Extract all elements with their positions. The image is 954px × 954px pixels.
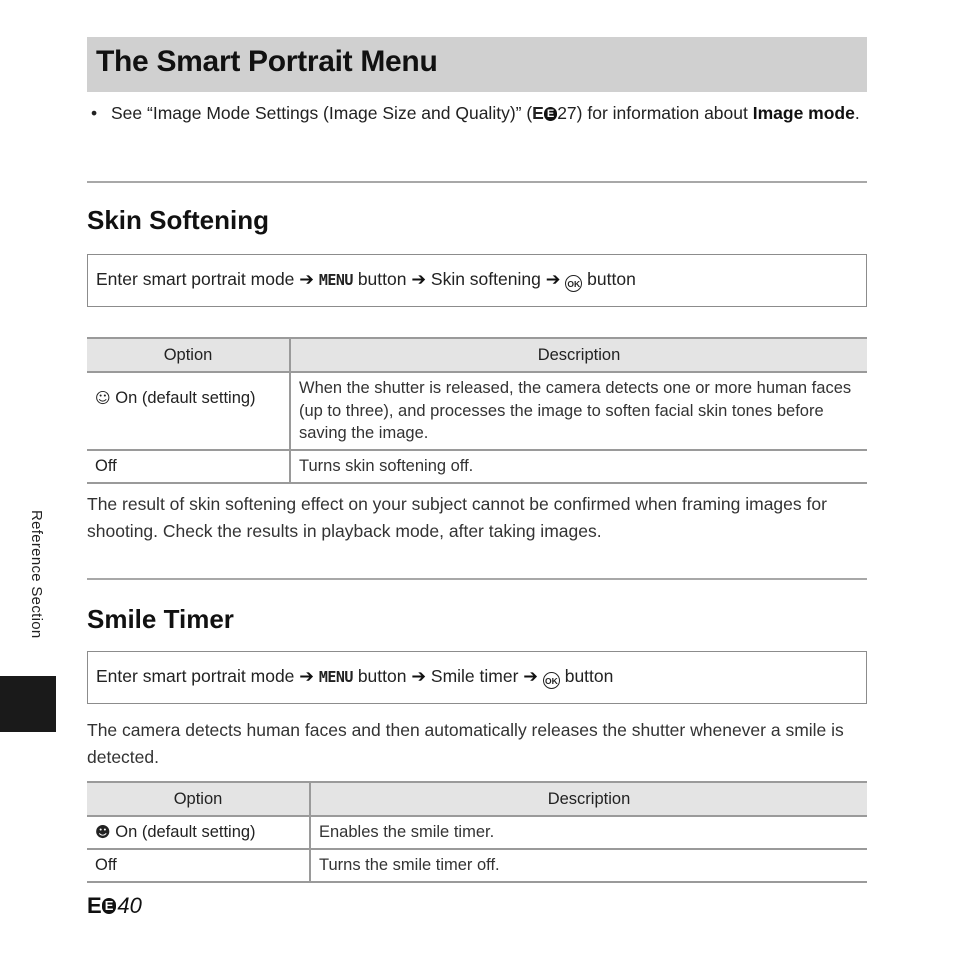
option-label: Off xyxy=(95,856,117,874)
skin-softening-heading: Skin Softening xyxy=(87,205,269,235)
ref-prefix: E xyxy=(532,103,544,123)
skin-softening-path-box xyxy=(87,254,867,307)
table-row xyxy=(87,816,867,849)
side-section-label: Reference Section xyxy=(28,510,45,639)
page-number-value: 40 xyxy=(117,893,142,918)
description-cell: When the shutter is released, the camera detects one or more human faces (up to three), and processes the image to soften facial skin tones before saving the image. xyxy=(290,372,867,450)
option-label: On (default setting) xyxy=(115,389,256,407)
table-row xyxy=(87,450,867,483)
header-description: Description xyxy=(290,338,867,372)
page-title: The Smart Portrait Menu xyxy=(96,45,438,78)
option-cell xyxy=(87,816,310,849)
path-step-button: button xyxy=(357,269,407,289)
smile-timer-table xyxy=(87,781,867,883)
smile-timer-heading: Smile Timer xyxy=(87,604,234,634)
intro-text xyxy=(111,101,867,125)
option-cell xyxy=(87,450,290,483)
table-header-row xyxy=(87,338,867,372)
path-step-button: button xyxy=(357,666,407,686)
path-step-mode: Enter smart portrait mode xyxy=(96,666,295,686)
path-step-mode: Enter smart portrait mode xyxy=(96,269,295,289)
skin-softening-note: The result of skin softening effect on your subject cannot be confirmed when framing images for shooting. Check the results in playback mode, after taking images. xyxy=(87,494,827,541)
path-step-button: button xyxy=(587,269,636,289)
page-prefix: E xyxy=(87,893,102,918)
arrow-icon: ➔ xyxy=(411,269,427,289)
intro-bold-term: Image mode xyxy=(752,103,855,123)
table-row xyxy=(87,372,867,450)
table-header-row xyxy=(87,782,867,816)
path-step-item: Smile timer xyxy=(430,666,519,686)
description-cell: Turns skin softening off. xyxy=(290,450,867,483)
arrow-icon: ➔ xyxy=(545,269,561,289)
smile-timer-description: The camera detects human faces and then automatically releases the shutter whenever a smile is detected. xyxy=(87,720,844,767)
intro-text-after: ) for information about xyxy=(576,103,753,123)
side-section-tab xyxy=(0,676,56,732)
arrow-icon: ➔ xyxy=(299,269,314,289)
ok-button-icon: OK xyxy=(565,275,582,292)
option-cell xyxy=(87,849,310,882)
section-divider xyxy=(87,181,867,183)
path-step-item: Skin softening xyxy=(430,269,541,289)
intro-text-end: . xyxy=(854,103,860,123)
intro-ref-link[interactable]: 27 xyxy=(557,103,577,123)
page-number xyxy=(87,893,142,919)
option-cell xyxy=(87,372,290,450)
section-divider xyxy=(87,578,867,580)
menu-button-icon: MENU xyxy=(318,271,353,289)
header-description: Description xyxy=(310,782,867,816)
option-label: On (default setting) xyxy=(115,823,256,841)
smile-timer-path xyxy=(96,666,613,689)
description-cell: Turns the smile timer off. xyxy=(310,849,867,882)
arrow-icon: ➔ xyxy=(299,666,314,686)
table-row xyxy=(87,849,867,882)
skin-softening-table xyxy=(87,337,867,484)
ok-button-icon: OK xyxy=(543,672,560,689)
page-badge-icon: E xyxy=(102,898,117,914)
path-step-button: button xyxy=(564,666,614,686)
arrow-icon: ➔ xyxy=(523,666,538,686)
skin-softening-path xyxy=(96,269,636,292)
smile-timer-icon: ☻ xyxy=(95,823,111,841)
menu-button-icon: MENU xyxy=(318,668,353,686)
intro-text-before: See “Image Mode Settings (Image Size and Quality)” ( xyxy=(111,103,533,123)
header-option: Option xyxy=(87,782,310,816)
smile-timer-path-box xyxy=(87,651,867,704)
bullet-dot: • xyxy=(91,103,98,123)
header-option: Option xyxy=(87,338,290,372)
option-label: Off xyxy=(95,456,117,475)
description-cell: Enables the smile timer. xyxy=(310,816,867,849)
ref-badge-icon: E xyxy=(544,107,557,121)
skin-softening-icon: ☺ xyxy=(95,389,111,407)
title-bar xyxy=(87,37,867,92)
arrow-icon: ➔ xyxy=(411,666,427,686)
